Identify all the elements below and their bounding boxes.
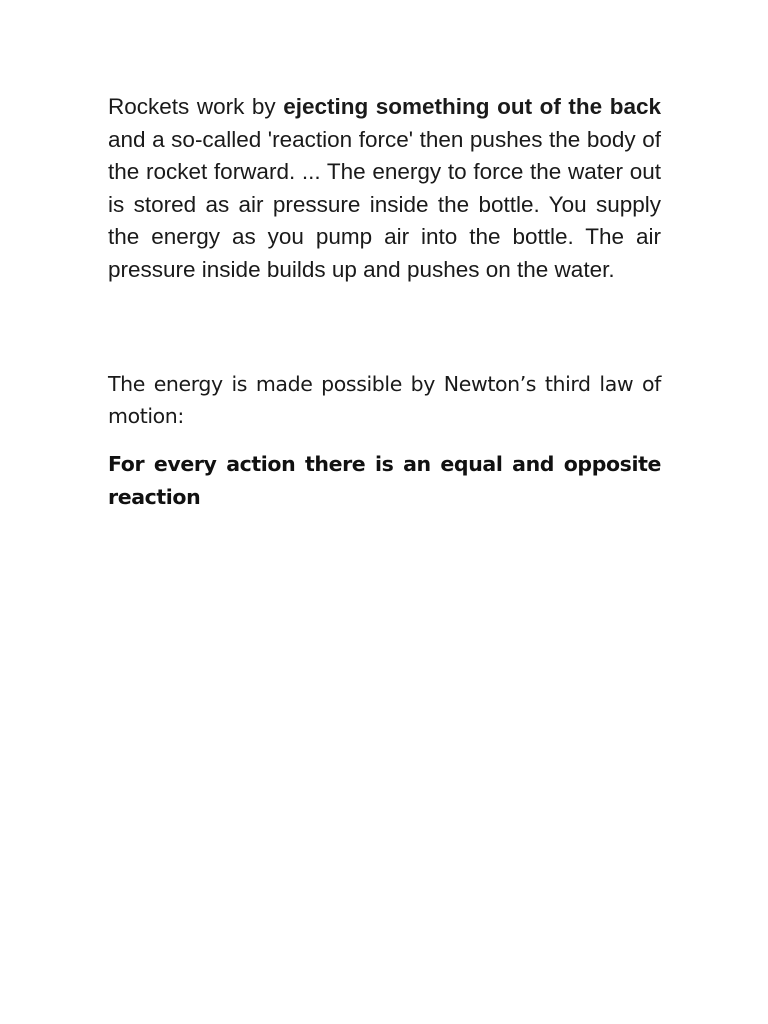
newton-law-intro-paragraph: The energy is made possible by Newton’s third law of motion:	[108, 372, 661, 428]
third-law-statement: For every action there is an equal and opposite reaction	[108, 452, 661, 509]
emphasized-text: ejecting something out of the back	[283, 94, 661, 119]
rocket-explanation-paragraph	[108, 91, 661, 287]
paragraph-intro-text: Rockets work by	[108, 94, 284, 119]
paragraph-body-text: and a so-called 'reaction force' then pushes the body of the rocket forward. ... The energy to force the water out is stored as air pressure inside the bottle. You supply the energy as you pump air into the bottle. The air pressure inside builds up and pushes on the water.	[108, 126, 661, 282]
